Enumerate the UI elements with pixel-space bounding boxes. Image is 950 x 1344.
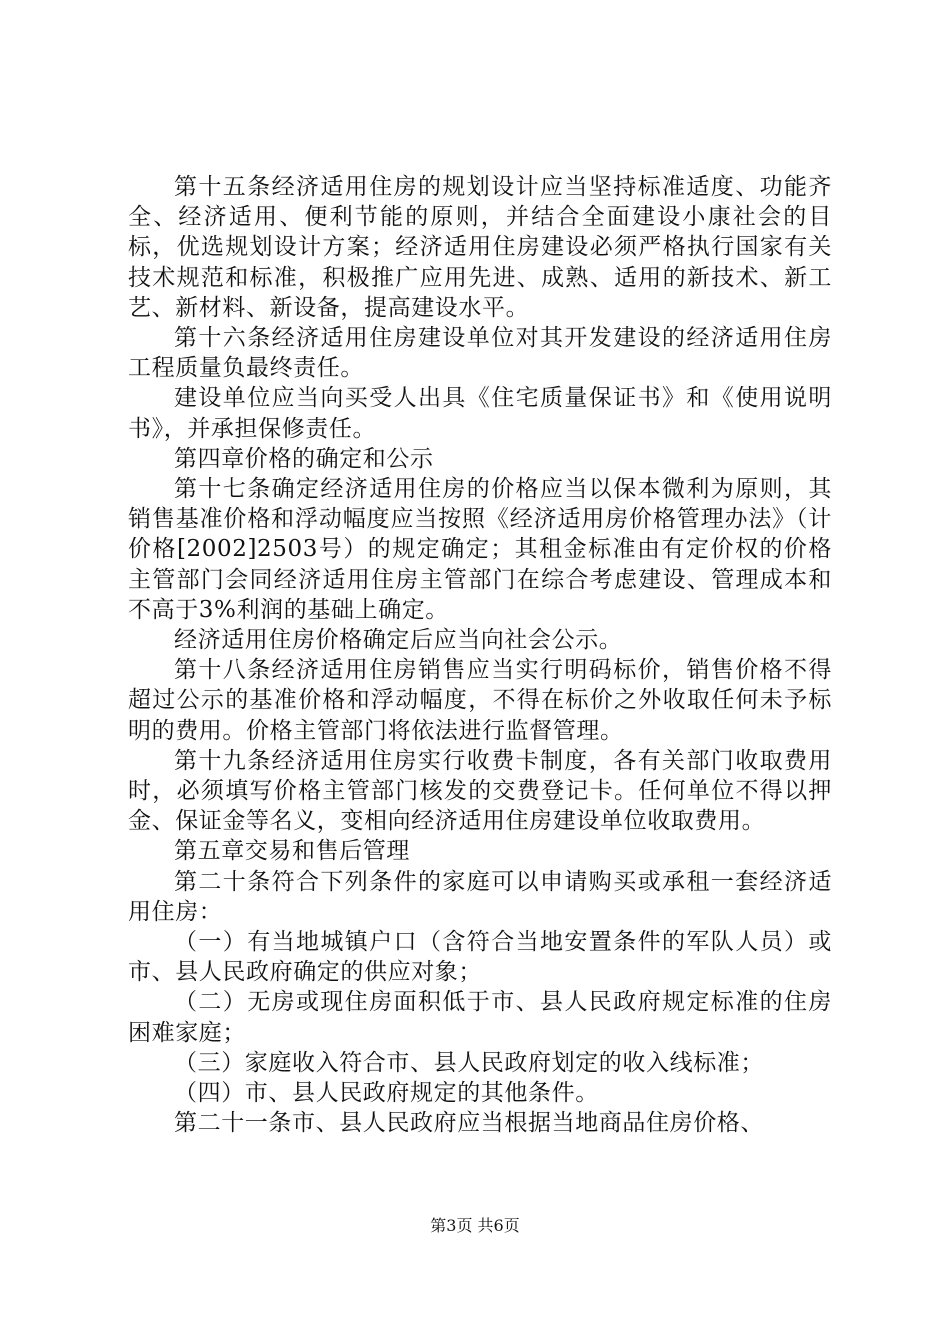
chapter-4-heading: 第四章价格的确定和公示 — [174, 445, 434, 472]
chapter-5-heading: 第五章交易和售后管理 — [174, 838, 410, 865]
article-17-paragraph: 第十七条确定经济适用住房的价格应当以保本微利为原则，其销售基准价格和浮动幅度应当按照《经济适用房价格管理办法》（计价格[2002]2503号）的规定确定；其租金标准由有定价权的价格主管部门会同经济适用住房主管部门在综合考虑建设、管理成本和不高于3%利润的基础上确定。 — [128, 476, 832, 623]
document-body — [128, 172, 832, 1139]
condition-1-item: （一）有当地城镇户口（含符合当地安置条件的军队人员）或市、县人民政府确定的供应对象； — [128, 929, 832, 986]
condition-2-item: （二）无房或现住房面积低于市、县人民政府规定标准的住房困难家庭； — [128, 989, 832, 1046]
article-15-paragraph: 第十五条经济适用住房的规划设计应当坚持标准适度、功能齐全、经济适用、便利节能的原则，并结合全面建设小康社会的目标，优选规划设计方案；经济适用住房建设必须严格执行国家有关技术规范和标准，积极推广应用先进、成熟、适用的新技术、新工艺、新材料、新设备，提高建设水平。 — [128, 174, 832, 321]
condition-4-item: （四）市、县人民政府规定的其他条件。 — [174, 1080, 599, 1107]
article-20-paragraph: 第二十条符合下列条件的家庭可以申请购买或承租一套经济适用住房： — [128, 868, 832, 925]
article-16-paragraph: 第十六条经济适用住房建设单位对其开发建设的经济适用住房工程质量负最终责任。 — [128, 325, 832, 382]
price-publicity-paragraph: 经济适用住房价格确定后应当向社会公示。 — [174, 627, 623, 654]
warranty-paragraph: 建设单位应当向买受人出具《住宅质量保证书》和《使用说明书》，并承担保修责任。 — [128, 385, 832, 442]
article-21-paragraph: 第二十一条市、县人民政府应当根据当地商品住房价格、 — [174, 1110, 764, 1137]
page-number-footer: 第3页 共6页 — [430, 1216, 520, 1235]
article-19-paragraph: 第十九条经济适用住房实行收费卡制度，各有关部门收取费用时，必须填写价格主管部门核发的交费登记卡。任何单位不得以押金、保证金等名义，变相向经济适用住房建设单位收取费用。 — [128, 747, 832, 835]
condition-3-item: （三）家庭收入符合市、县人民政府划定的收入线标准； — [174, 1049, 764, 1076]
article-18-paragraph: 第十八条经济适用住房销售应当实行明码标价，销售价格不得超过公示的基准价格和浮动幅度，不得在标价之外收取任何未予标明的费用。价格主管部门将依法进行监督管理。 — [128, 657, 832, 744]
